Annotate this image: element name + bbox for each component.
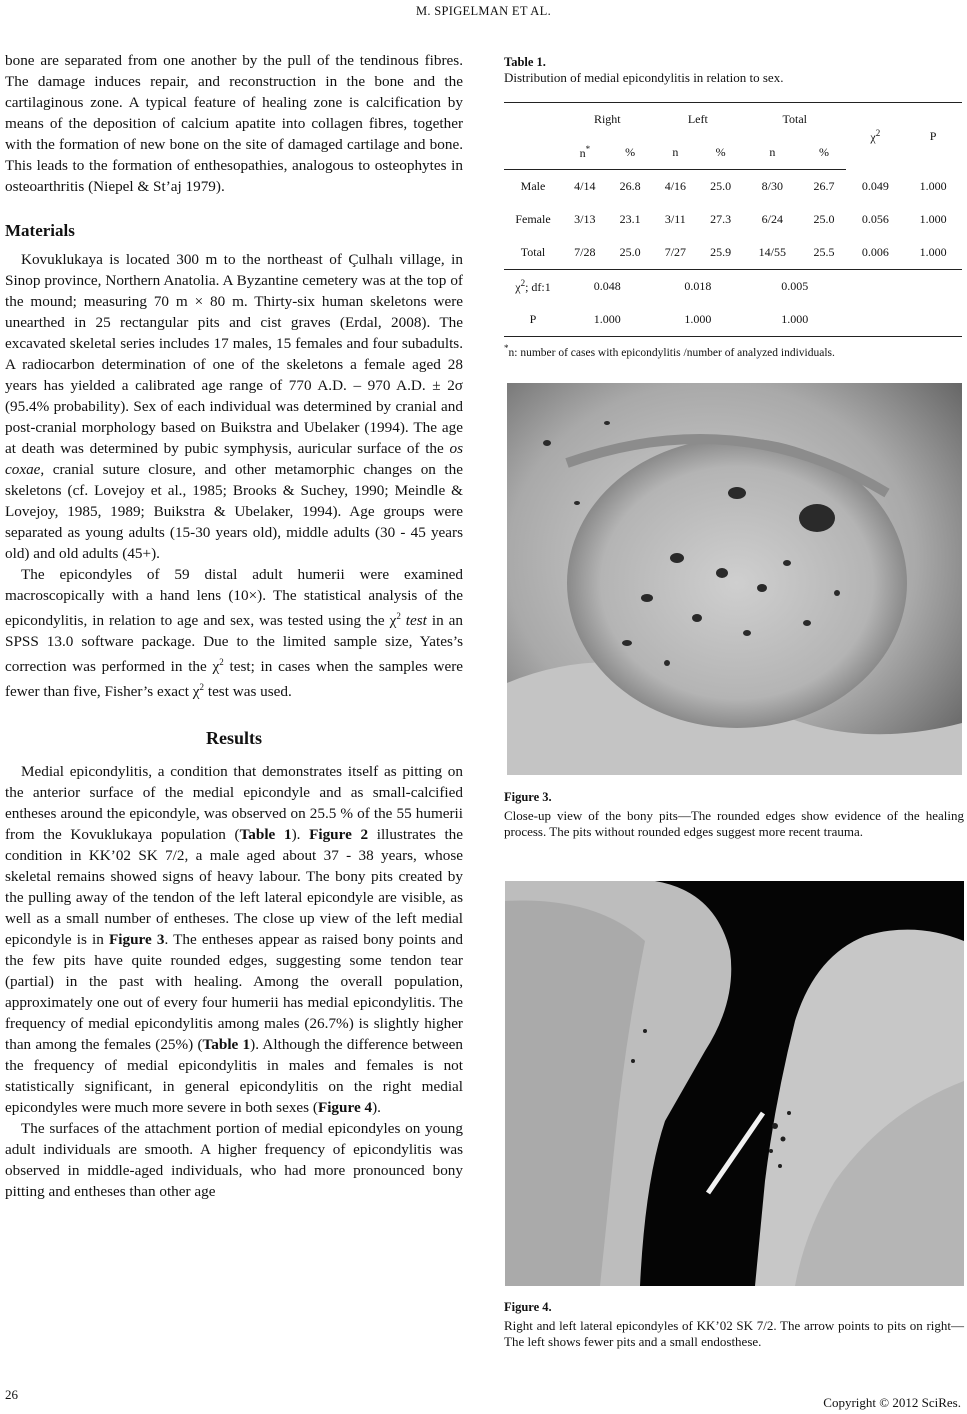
row-label: $\chi^2$; df:1 xyxy=(515,278,551,294)
running-head: M. SPIGELMAN ET AL. xyxy=(416,4,551,18)
header-chi-square: $\chi^2$ xyxy=(846,103,904,170)
subheader-percent: % xyxy=(698,136,743,170)
right-column xyxy=(504,55,962,359)
table-row: Total 7/28 25.0 7/27 25.9 14/55 25.5 0.006 1.000 xyxy=(504,236,962,270)
subheader-percent: % xyxy=(802,136,847,170)
table-1-label: Table 1. xyxy=(504,55,546,69)
figure-2-reference: Figure 2 xyxy=(309,826,369,844)
table-1 xyxy=(504,102,962,337)
table-row: Male 4/14 26.8 4/16 25.0 8/30 26.7 0.049 1.000 xyxy=(504,170,962,204)
materials-paragraph-2: The epicondyles of 59 distal adult humerii were examined macroscopically with a hand lens (10×). The statistical analysis of the epicondylitis, in relation to age and sex, was tested using the $\chi^2$ test in an SPSS 13.0 software package. Due to the limited sample size, Yates’s correction was performed in the $\chi^2$ test; in cases when the samples were fewer than five, Fisher’s exact $\chi^2$ test was used. xyxy=(5,566,463,701)
figure-4-reference: Figure 4 xyxy=(317,1099,373,1117)
materials-paragraph-1: Kovuklukaya is located 300 m to the northeast of Çulhalı village, in Sinop province, Northern Anatolia. A Byzantine cemetery was at the top of the mound; measuring 70 m × 80 m. Thirty-six human skeletons were unearthed in 25 rectangular pits and cist graves (Erdal, 2008). The excavated skeletal series includes 17 males, 15 females and four subadults. A radiocarbon determination of one of the skeletons a female aged 28 years has yielded a calibrated age range of 770 A.D. – 970 A.D. ± 2σ (95.4% probability). Sex of each individual was determined by cranial and post-cranial morphology based on Buikstra and Ubelaker (1994). The age at death was determined by pubic symphysis, auricular surface of the os coxae, cranial suture closure, and other metamorphic changes on the skeletons (cf. Lovejoy et al., 1985; Brooks & Suchey, 1990; Meindle & Lovejoy, 1985, 1989; Buikstra & Ubelaker, 1994). Age groups were separated as young adults (15-30 years old), middle adults (30 - 45 years old) and old adults (45+). xyxy=(5,251,463,562)
copyright-notice: Copyright © 2012 SciRes. xyxy=(823,1395,961,1410)
subheader-n: n xyxy=(743,136,801,170)
materials-heading: Materials xyxy=(5,221,75,240)
figure-4-caption: Right and left lateral epicondyles of KK’02 SK 7/2. The arrow points to pits on right—The left shows fewer pits and a small endosthese. xyxy=(504,1318,964,1349)
results-paragraph-2: The surfaces of the attachment portion of medial epicondyles on young adult individuals are smooth. A higher frequency of epicondylitis was observed in middle-aged individuals, who had more pronounced bony pitting and entheses than other age xyxy=(5,1120,463,1201)
header-total: Total xyxy=(743,103,846,137)
figure-3-reference: Figure 3 xyxy=(109,931,165,949)
row-label: Male xyxy=(520,179,546,193)
left-column xyxy=(5,50,463,1202)
figure-4-label: Figure 4. xyxy=(504,1300,552,1314)
p-row: P 1.000 1.000 1.000 xyxy=(504,303,962,337)
page-number: 26 xyxy=(5,1387,18,1402)
table-header-row xyxy=(504,103,962,137)
figure-3-label: Figure 3. xyxy=(504,790,552,804)
figure-3-photo xyxy=(507,383,962,775)
row-label: P xyxy=(504,303,562,337)
table-1-caption: Distribution of medial epicondylitis in relation to sex. xyxy=(504,70,784,85)
results-heading: Results xyxy=(205,728,262,749)
epicondyles-image xyxy=(505,881,964,1286)
table-footnote: *n: number of cases with epicondylitis /number of analyzed individuals. xyxy=(504,343,835,359)
row-label: Female xyxy=(515,212,551,226)
row-label: Total xyxy=(504,236,562,270)
subheader-percent: % xyxy=(608,136,653,170)
figure-3-caption: Close-up view of the bony pits—The rounded edges show evidence of the healing process. The pits without rounded edges suggest more recent trauma. xyxy=(504,808,964,839)
figure-4-photo xyxy=(505,881,964,1286)
table-row: Female 3/13 23.1 3/11 27.3 6/24 25.0 0.056 1.000 xyxy=(504,203,962,236)
results-paragraph-1: Medial epicondylitis, a condition that demonstrates itself as pitting on the anterior surface of the medial epicondyle and as small-calcified entheses around the epicondyle, was observed on 25.5 % of the 55 humerii from the Kovuklukaya population (Table 1). Figure 2 illustrates the condition in KK’02 SK 7/2, a male aged about 37 - 38 years, whose skeletal remains showed signs of heavy labour. The bony pits created by the pulling away of the tendon of the left lateral epicondyle are visible, as well as a small number of entheses. The close up view of the left medial epicondyle is in Figure 3. The entheses appear as raised bony points and the few pits have quite rounded edges, suggesting some tendon tear (partial) in the past with healing. Among the overall population, approximately one out of every four humerii has medial epicondylitis. The frequency of medial epicondylitis among males (26.7%) is slightly higher than among the females (25%) (Table 1). Although the difference between the frequency of medial epicondylitis in males and females is not statistically significant, in general epicondylitis on the right medial epicondyles were much more severe in both sexes (Figure 4). xyxy=(5,763,464,1117)
subheader-n: n xyxy=(653,136,699,170)
chi-square-row: $\chi^2$; df:1 0.048 0.018 0.005 xyxy=(504,270,962,304)
header-right: Right xyxy=(562,103,653,137)
subheader-n: n* xyxy=(562,136,608,170)
table-1-reference: Table 1 xyxy=(239,826,292,844)
intro-paragraph: bone are separated from one another by the pull of the tendinous fibres. The damage induces repair, and reconstruction in the bone and the cartilaginous zone. A typical feature of healing zone is calcification by means of the deposition of calcium apatite into collagen fibres, together with the formation of new bone on the site of damaged cartilage and bone. This leads to the formation of enthesopathies, analogous to osteophytes in osteoarthritis (Niepel & St’aj 1979). xyxy=(5,52,463,195)
table-1-reference: Table 1 xyxy=(202,1036,251,1054)
bone-surface-image xyxy=(507,383,962,775)
header-left: Left xyxy=(653,103,744,137)
header-p: P xyxy=(904,103,962,170)
